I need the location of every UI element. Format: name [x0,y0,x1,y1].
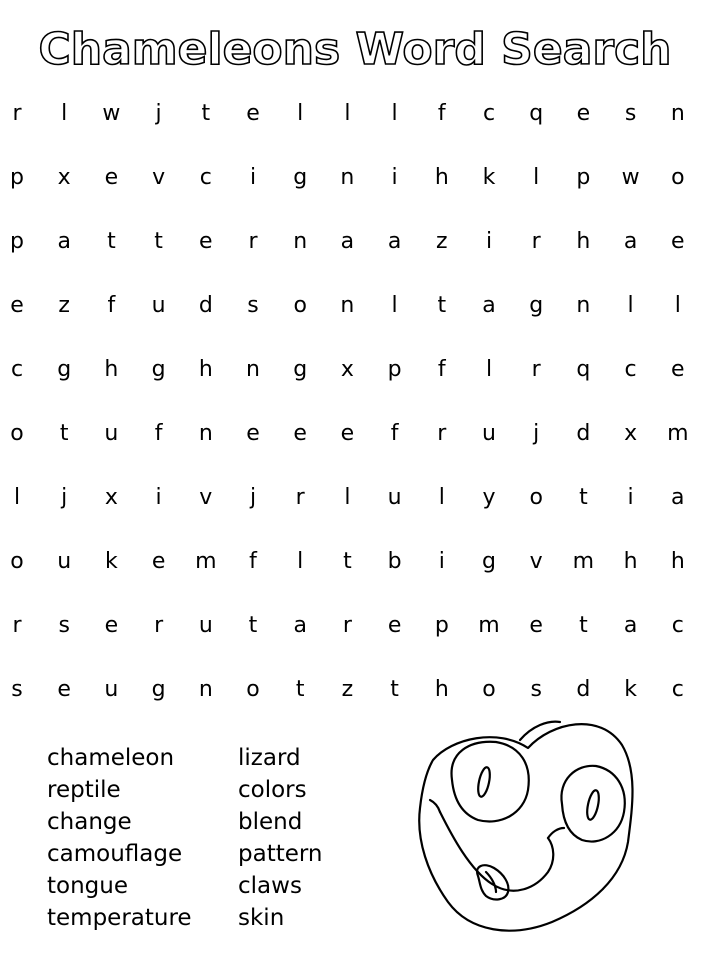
grid-letter: p [434,613,449,638]
word-list-item: claws [238,873,302,899]
grid-letter: x [624,421,638,446]
grid-letter: c [482,101,496,126]
grid-letter: a [482,293,496,318]
grid-letter: q [529,101,544,126]
grid-letter: n [198,677,213,702]
grid-letter: c [199,165,212,190]
grid-letter: r [531,229,541,254]
grid-letter: c [10,357,24,382]
grid-letter: u [104,421,119,446]
grid-letter: e [340,421,355,446]
word-list-item: pattern [238,841,323,867]
word-list-item: skin [238,905,285,931]
grid-letter: h [434,165,449,190]
grid-letter: x [340,357,354,382]
grid-letter: c [624,357,637,382]
grid-letter: j [249,485,257,510]
grid-letter: n [340,293,355,318]
grid-letter: u [57,549,72,574]
word-list-item: reptile [47,777,121,803]
grid-letter: e [246,101,260,126]
grid-letter: p [10,165,24,190]
grid-letter: s [624,101,637,126]
grid-letter: i [438,549,445,574]
grid-letter: h [434,677,449,702]
grid-letter: l [391,101,398,126]
grid-letter: s [530,677,542,702]
grid-letter: y [482,485,496,510]
grid-letter: e [151,549,166,574]
grid-letter: m [572,549,595,574]
grid-letter: e [199,229,213,254]
grid-letter: n [670,101,685,126]
grid-letter: i [627,485,634,510]
word-list-item: change [47,809,132,835]
grid-letter: m [667,421,689,446]
grid-letter: t [248,613,258,638]
grid-letter: g [482,549,496,574]
grid-letter: s [247,293,259,318]
grid-letter: e [671,229,685,254]
word-list-column-2 [238,742,323,934]
grid-letter: z [436,229,448,254]
grid-letter: a [340,229,355,254]
grid-letter: l [438,485,445,510]
grid-letter: e [293,421,307,446]
grid-letter: f [437,101,446,126]
grid-letter: e [104,613,119,638]
grid-letter: z [341,677,354,702]
grid-letter: e [10,293,24,318]
word-list-item: tongue [47,873,128,899]
grid-letter: l [61,101,68,126]
grid-letter: a [671,485,685,510]
grid-letter: n [246,357,260,382]
grid-letter: t [343,549,352,574]
grid-letter: o [10,549,24,574]
grid-letter: g [529,293,544,318]
grid-letter: t [437,293,447,318]
grid-letter: r [12,101,22,126]
grid-letter: e [529,613,543,638]
grid-letter: o [671,165,685,190]
grid-letter: v [529,549,543,574]
grid-letter: f [154,421,163,446]
grid-letter: h [104,357,119,382]
grid-letter: t [154,229,163,254]
grid-letter: m [195,549,217,574]
grid-letter: x [57,165,71,190]
grid-letter: p [387,357,402,382]
grid-letter: l [627,293,634,318]
grid-letter: q [576,357,591,382]
grid-letter: u [198,613,213,638]
grid-letter: a [293,613,307,638]
grid-letter: t [201,101,211,126]
grid-letter: w [102,101,121,126]
grid-letter: o [246,677,260,702]
grid-letter: c [671,613,684,638]
grid-letter: l [344,101,351,126]
grid-letter: k [482,165,496,190]
word-list-item: colors [238,777,307,803]
grid-letter: g [57,357,72,382]
grid-letter: s [58,613,70,638]
grid-letter: e [104,165,119,190]
grid-letter: o [293,293,307,318]
grid-letter: g [151,357,166,382]
page-title [0,8,720,80]
grid-letter: n [198,421,213,446]
grid-letter: v [199,485,213,510]
grid-letter: g [151,677,166,702]
grid-letter: l [391,293,398,318]
grid-letter: g [293,357,308,382]
grid-letter: l [485,357,493,382]
grid-letter: t [107,229,116,254]
grid-letter: k [624,677,637,702]
grid-letter: g [293,165,308,190]
grid-letter: o [482,677,496,702]
grid-letter: w [621,165,640,190]
chameleon-face-icon [410,715,655,940]
grid-letter: l [297,101,304,126]
grid-letter: d [198,293,213,318]
grid-letter: e [576,101,591,126]
grid-letter: c [671,677,684,702]
grid-letter: e [246,421,260,446]
grid-letter: a [387,229,402,254]
grid-letter: t [295,677,305,702]
grid-letter: l [344,485,351,510]
grid-letter: l [533,165,540,190]
grid-letter: t [59,421,69,446]
grid-letter: r [531,357,541,382]
grid-letter: h [670,549,685,574]
grid-letter: p [576,165,591,190]
grid-letter: t [390,677,399,702]
grid-letter: p [10,229,24,254]
grid-letter: j [61,485,68,510]
grid-letter: z [58,293,70,318]
grid-letter: v [152,165,166,190]
grid-letter: d [576,677,591,702]
grid-letter: d [576,421,591,446]
grid-letter: l [297,549,304,574]
grid-letter: r [248,229,258,254]
word-list-column-1 [47,742,192,934]
grid-letter: x [104,485,118,510]
grid-letter: e [671,357,685,382]
grid-letter: u [387,485,402,510]
grid-letter: l [674,293,681,318]
grid-letter: i [249,165,257,190]
word-list-item: camouflage [47,841,183,867]
word-list-item: chameleon [47,745,175,771]
grid-letter: k [105,549,118,574]
grid-letter: n [340,165,355,190]
grid-letter: i [485,229,493,254]
grid-letter: e [57,677,71,702]
grid-letter: a [623,613,638,638]
grid-letter: a [623,229,638,254]
word-list-item: lizard [238,745,301,771]
grid-letter: o [529,485,543,510]
word-list-item: blend [238,809,303,835]
grid-letter: i [155,485,162,510]
grid-letter: r [295,485,305,510]
grid-letter: h [576,229,591,254]
grid-letter: t [579,485,588,510]
word-list-item: temperature [47,905,192,931]
grid-letter: r [342,613,352,638]
grid-letter: h [623,549,638,574]
grid-letter: a [57,229,71,254]
grid-letter: o [10,421,24,446]
grid-letter: s [11,677,23,702]
grid-letter: j [155,101,162,126]
grid-letter: r [12,613,22,638]
grid-letter: u [104,677,119,702]
grid-letter: l [13,485,21,510]
grid-letter: t [579,613,588,638]
grid-letter: f [390,421,399,446]
letter-grid [0,80,720,720]
grid-letter: h [198,357,213,382]
page-title-text: Chameleons Word Search [38,24,672,75]
grid-letter: u [482,421,496,446]
grid-letter: f [437,357,446,382]
grid-letter: r [154,613,164,638]
grid-letter: j [533,421,540,446]
grid-letter: i [391,165,398,190]
grid-letter: u [151,293,166,318]
grid-letter: n [576,293,591,318]
grid-letter: b [387,549,402,574]
grid-letter: f [249,549,257,574]
grid-letter: f [107,293,116,318]
grid-letter: e [387,613,402,638]
grid-letter: m [478,613,500,638]
grid-letter: n [293,229,308,254]
grid-letter: r [437,421,447,446]
